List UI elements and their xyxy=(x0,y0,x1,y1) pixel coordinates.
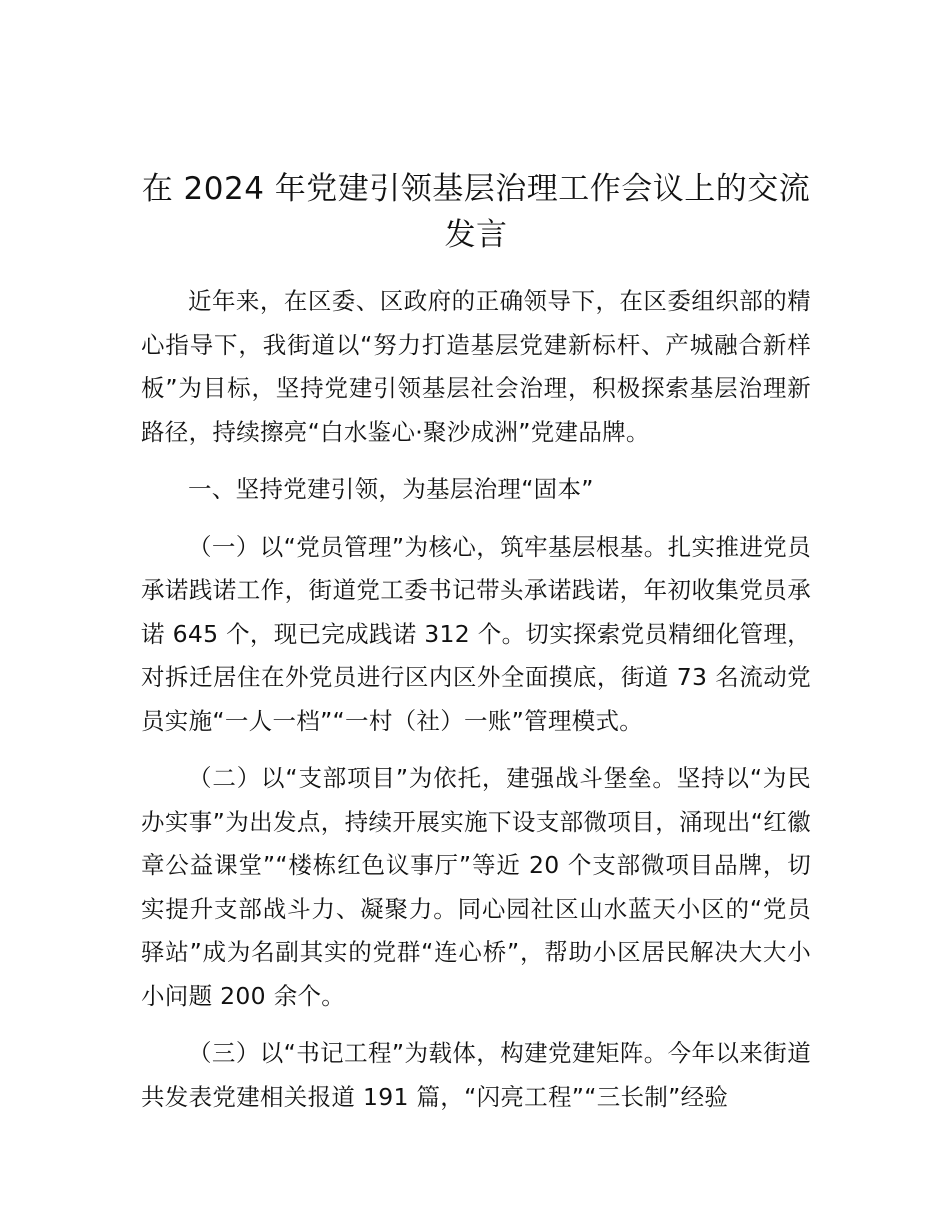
document-title: 在 2024 年党建引领基层治理工作会议上的交流发言 xyxy=(141,171,811,253)
paragraph-branch-projects: （二）以“支部项目”为依托，建强战斗堡垒。坚持以“为民办实事”为出发点，持续开展实施下设支部微项目，涌现出“红徽章公益课堂”“楼栋红色议事厅”等近 20 个支部微项目品牌，切实提升支部战斗力、凝聚力。同心园社区山水蓝天小区的“党员驿站”成为名副其实的党群“连心桥”，帮助小区居民解决大大小小问题 200 余个。 xyxy=(141,764,811,1010)
paragraph-intro: 近年来，在区委、区政府的正确领导下，在区委组织部的精心指导下，我街道以“努力打造基层党建新标杆、产城融合新样板”为目标，坚持党建引领基层社会治理，积极探索基层治理新路径，持续擦亮“白水鉴心·聚沙成洲”党建品牌。 xyxy=(141,287,811,446)
paragraph-secretary-project: （三）以“书记工程”为载体，构建党建矩阵。今年以来街道共发表党建相关报道 191 篇，“闪亮工程”“三长制”经验 xyxy=(141,1039,811,1111)
document-body xyxy=(141,166,811,1133)
paragraph-party-member-management: （一）以“党员管理”为核心，筑牢基层根基。扎实推进党员承诺践诺工作，街道党工委书记带头承诺践诺，年初收集党员承诺 645 个，现已完成践诺 312 个。切实探索党员精细化管理，对拆迁居住在外党员进行区内区外全面摸底，街道 73 名流动党员实施“一人一档”“一村（社）一账”管理模式。 xyxy=(141,532,811,735)
section-heading-1: 一、坚持党建引领，为基层治理“固本” xyxy=(188,475,594,503)
